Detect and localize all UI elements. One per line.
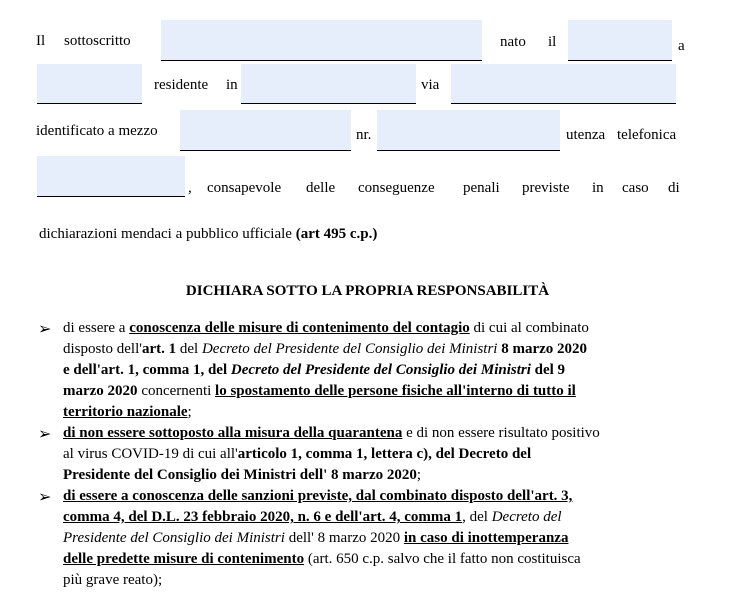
paragraph-line	[63, 570, 703, 591]
paragraph-line	[63, 465, 703, 486]
sottoscritto-input[interactable]	[161, 20, 482, 61]
label-nr: nr.	[356, 127, 372, 143]
paragraph-line	[63, 486, 703, 507]
text-run: ;	[416, 467, 422, 483]
text-run: più grave reato);	[63, 572, 163, 588]
paragraph-line	[63, 402, 703, 423]
word-consapevole: consapevole	[207, 180, 282, 196]
text-run: marzo 2020	[63, 383, 138, 399]
paragraph-line	[63, 549, 703, 570]
birthplace-input[interactable]	[37, 64, 142, 104]
text-run: disposto dell'	[63, 341, 142, 357]
word-delle: delle	[306, 180, 336, 196]
label-utenza: utenza	[566, 127, 606, 143]
word-caso: caso	[622, 180, 649, 196]
label-comma: ,	[188, 180, 192, 196]
id-document-input[interactable]	[180, 110, 351, 151]
label-via: via	[421, 77, 440, 93]
bullet-paragraph-3	[63, 486, 703, 591]
bullet-paragraph-2	[63, 423, 703, 486]
label-nato: nato	[500, 34, 526, 50]
label-in: in	[226, 77, 238, 93]
declaration-article: (art 495 c.p.)	[295, 226, 378, 242]
text-run: di non essere sottoposto alla misura della quarantena	[63, 425, 403, 441]
declaration-text: dichiarazioni mendaci a pubblico ufficiale	[39, 226, 296, 242]
word-penali: penali	[463, 180, 500, 196]
paragraph-line	[63, 318, 703, 339]
text-run: Decreto del Presidente del Consiglio dei Ministri	[201, 341, 498, 357]
label-sottoscritto: sottoscritto	[64, 33, 131, 49]
text-run: al virus COVID-19 di cui all'	[63, 446, 238, 462]
declaration-mendaci	[39, 226, 377, 243]
text-run: conoscenza delle misure di contenimento del contagio	[129, 320, 470, 336]
text-run: delle predette misure di contenimento	[63, 551, 305, 567]
text-run: del	[176, 341, 202, 357]
word-conseguenze: conseguenze	[358, 180, 435, 196]
paragraph-line	[63, 381, 703, 402]
text-run: art. 1	[141, 341, 177, 357]
document-number-input[interactable]	[377, 110, 560, 151]
paragraph-line	[63, 507, 703, 528]
birth-date-input[interactable]	[568, 20, 672, 61]
text-run: (art. 650 c.p. salvo che il fatto non costituisca	[304, 551, 581, 567]
text-run: ;	[187, 404, 192, 420]
text-run: di essere a	[63, 320, 130, 336]
text-run: dell' 8 marzo 2020	[284, 530, 404, 546]
text-run: Decreto del	[491, 509, 562, 525]
text-run: , del	[462, 509, 492, 525]
text-run: concernenti	[137, 383, 216, 399]
word-in: in	[592, 180, 604, 196]
residence-city-input[interactable]	[241, 64, 416, 104]
phone-input[interactable]	[37, 156, 185, 197]
text-run: comma 4, del D.L. 23 febbraio 2020, n. 6 e dell'art. 4, comma 1	[63, 509, 463, 525]
text-run: articolo 1, comma 1, lettera c), del Decreto del	[237, 446, 532, 462]
paragraph-line	[63, 423, 703, 444]
text-run: in caso di inottemperanza	[403, 530, 569, 546]
text-run: di essere a conoscenza delle sanzioni previste, dal combinato disposto dell'art. 3,	[63, 488, 573, 504]
text-run: del 9	[530, 362, 566, 378]
bullet-arrow-icon: ➢	[38, 487, 52, 506]
bullet-arrow-icon: ➢	[38, 319, 52, 338]
paragraph-line	[63, 339, 703, 360]
text-run: lo spostamento delle persone fisiche all'interno di tutto il	[215, 383, 576, 399]
paragraph-line	[63, 360, 703, 381]
label-identificato: identificato a mezzo	[36, 123, 158, 139]
bullet-arrow-icon: ➢	[38, 424, 52, 443]
bullet-paragraph-1	[63, 318, 703, 423]
paragraph-line	[63, 444, 703, 465]
label-a: a	[678, 38, 685, 54]
label-il-nato: il	[548, 34, 557, 50]
text-run: Presidente del Consiglio dei Ministri	[63, 530, 285, 546]
word-di: di	[668, 180, 680, 196]
paragraph-line	[63, 528, 703, 549]
text-run: territorio nazionale	[63, 404, 188, 420]
page-heading: DICHIARA SOTTO LA PROPRIA RESPONSABILITÀ	[185, 283, 550, 299]
text-run: di cui al combinato	[469, 320, 589, 336]
text-run: 8 marzo 2020	[497, 341, 588, 357]
text-run: Decreto del Presidente del Consiglio dei Ministri	[230, 362, 531, 378]
text-run: e dell'art. 1, comma 1, del	[63, 362, 231, 378]
label-il: Il	[36, 33, 46, 49]
label-telefonica: telefonica	[617, 127, 677, 143]
text-run: e di non essere risultato positivo	[402, 425, 600, 441]
text-run: Presidente del Consiglio dei Ministri dell' 8 marzo 2020	[63, 467, 417, 483]
word-previste: previste	[522, 180, 570, 196]
street-input[interactable]	[451, 64, 676, 104]
label-residente: residente	[154, 77, 209, 93]
